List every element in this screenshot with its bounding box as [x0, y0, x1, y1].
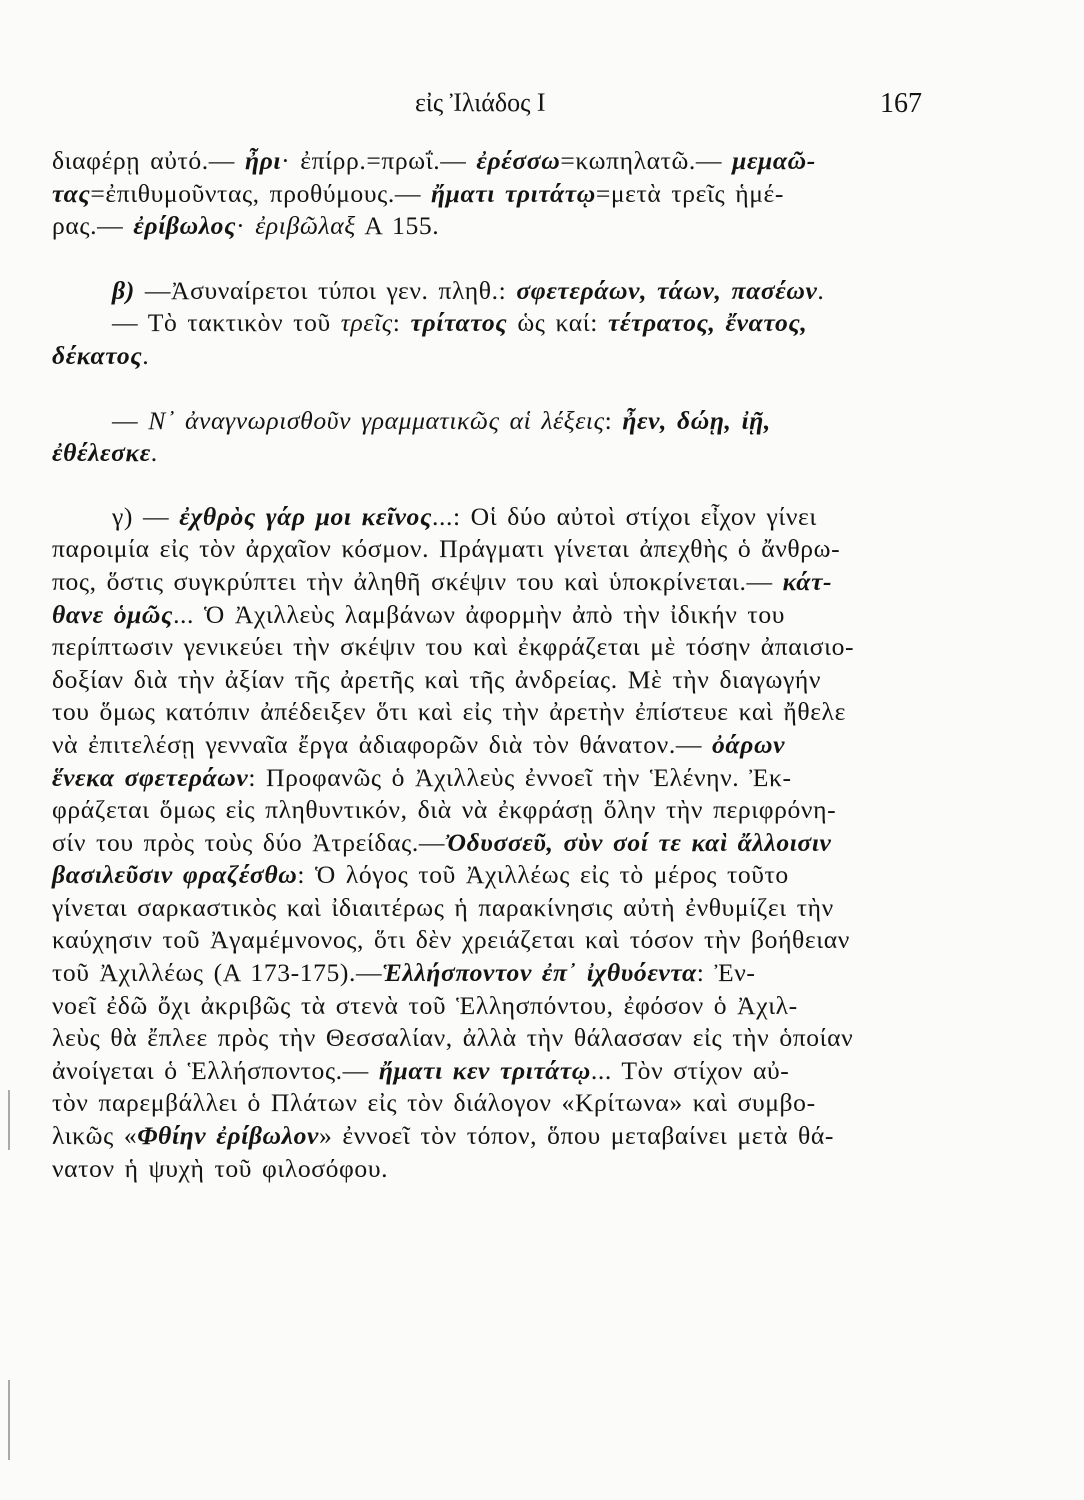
lemma-text: ἤματι κεν τριτάτῳ — [378, 1055, 591, 1085]
text-line — [52, 566, 932, 599]
text-line — [52, 340, 932, 373]
text-line — [52, 696, 932, 729]
paragraph-gamma — [52, 501, 932, 1185]
line-text: του ὅμως κατόπιν ἀπέδειξεν ὅτι καὶ εἰς τὴν ἀρετὴν ἐπίστευε καὶ ἤθελε — [52, 697, 846, 727]
lemma-text: Ἑλλήσποντον ἐπ᾽ ἰχθυόεντα — [382, 958, 697, 988]
text-line — [52, 210, 932, 243]
lemma-text: ὀάρων — [712, 729, 786, 759]
text-line — [52, 1087, 932, 1120]
text-line — [52, 307, 932, 340]
line-text: πος, ὅστις συγκρύπτει τὴν ἀληθῆ σκέψιν του καὶ ὑποκρίνεται.— — [52, 566, 783, 596]
line-text: · — [236, 211, 256, 241]
text-line — [52, 599, 932, 632]
lemma-text: τας — [52, 178, 91, 208]
italic-text: Ν᾽ ἀναγνωρισθοῦν γραμματικῶς αἱ λέξεις — [148, 405, 605, 435]
lemma-text: Ὀδυσσεῦ, σὺν σοί τε καὶ ἄλλοισιν — [445, 827, 832, 857]
text-line — [52, 892, 932, 925]
line-text: — Τὸ τακτικὸν τοῦ — [112, 308, 341, 338]
line-text: περίπτωσιν γενικεύει τὴν σκέψιν του καὶ ἐκφράζεται μὲ τόσην ἀπαισιο- — [52, 632, 855, 662]
text-line — [52, 1022, 932, 1055]
lemma-text: μεμαῶ- — [732, 146, 816, 175]
line-text: νὰ ἐπιτελέσῃ γενναῖα ἔργα ἀδιαφορῶν διὰ τὸν θάνατον.— — [52, 729, 713, 759]
scan-binding-mark — [8, 1090, 10, 1150]
line-text: γ) — — [112, 501, 180, 531]
lemma-text: δέκατος — [52, 340, 143, 370]
line-text: : Ὁ λόγος τοῦ Ἀχιλλέως εἰς τὸ μέρος τοῦτο — [297, 860, 789, 890]
line-text: : — [392, 308, 411, 338]
line-text: ὡς καί: — [507, 308, 608, 338]
text-line — [52, 405, 932, 438]
line-text: : — [604, 405, 623, 435]
line-text: =μετὰ τρεῖς ἡμέ- — [595, 178, 785, 208]
line-text: ρας.— — [52, 211, 134, 241]
line-text: νατον ἡ ψυχὴ τοῦ φιλοσόφου. — [52, 1153, 389, 1183]
lemma-text: βασιλεῦσιν φραζέσθω — [52, 860, 298, 890]
text-line — [52, 924, 932, 957]
text-line — [52, 729, 932, 762]
lemma-text: σφετεράων, τάων, πασέων — [516, 275, 818, 305]
line-text: Α 155. — [355, 211, 440, 241]
line-text: =ἐπιθυμοῦντας, προθύμους.— — [90, 178, 432, 208]
text-line — [52, 1055, 932, 1088]
line-text: . — [817, 275, 825, 305]
text-line — [52, 990, 932, 1023]
line-text: τοῦ Ἀχιλλέως (Α 173-175).— — [52, 958, 383, 988]
lemma-text: ἦρι — [244, 146, 282, 175]
line-text: παροιμία εἰς τὸν ἀρχαῖον κόσμον. Πράγματι γίνεται ἀπεχθὴς ὁ ἄνθρω- — [52, 534, 841, 564]
text-line — [52, 178, 932, 211]
line-text: ...: Οἱ δύο αὐτοὶ στίχοι εἶχον γίνει — [431, 501, 817, 531]
line-text: δοξίαν διὰ τὴν ἀξίαν τῆς ἀρετῆς καὶ τῆς ἀνδρείας. Μὲ τὴν διαγωγήν — [52, 664, 822, 694]
text-line — [52, 762, 932, 795]
lemma-text: ἐρίβωλος — [133, 211, 237, 241]
line-text: φράζεται ὅμως εἰς πληθυντικόν, διὰ νὰ ἐκφράσῃ ὅλην τὴν περιφρόνη- — [52, 795, 837, 825]
paragraph-exercise — [52, 405, 932, 470]
line-text: λεὺς θὰ ἔπλεε πρὸς τὴν Θεσσαλίαν, ἀλλὰ τὴν θάλασσαν εἰς τὴν ὁποίαν — [52, 1023, 854, 1053]
lemma-text: ἐρέσσω — [476, 146, 561, 175]
line-text: : Προφανῶς ὁ Ἀχιλλεὺς ἐννοεῖ τὴν Ἑλένην. Ἐκ- — [248, 762, 792, 792]
text-line — [52, 1120, 932, 1153]
line-text: καύχησιν τοῦ Ἀγαμέμνονος, ὅτι δὲν χρειάζεται καὶ τόσον τὴν βοήθειαν — [52, 925, 850, 955]
page-header — [0, 88, 1084, 128]
line-text: » ἐννοεῖ τὸν τόπον, ὅπου μεταβαίνει μετὰ θά- — [319, 1121, 834, 1151]
text-line — [52, 664, 932, 697]
text-line — [52, 1153, 932, 1186]
line-text: τὸν παρεμβάλλει ὁ Πλάτων εἰς τὸν διάλογον «Κρίτωνα» καὶ συμβο- — [52, 1088, 816, 1118]
text-line — [52, 501, 932, 534]
text-line — [52, 437, 932, 470]
italic-text: τρεῖς — [340, 308, 393, 338]
text-line — [52, 631, 932, 664]
line-text: ... Ὁ Ἀχιλλεὺς λαμβάνων ἀφορμὴν ἀπὸ τὴν ἰδικήν του — [173, 599, 785, 629]
line-text: σίν του πρὸς τοὺς δύο Ἀτρείδας.— — [52, 827, 446, 857]
lemma-text: ἤματι τριτάτῳ — [431, 178, 596, 208]
lemma-text: ἦεν, δώῃ, ἰῇ, — [622, 405, 771, 435]
running-head: εἰς Ἰλιάδος Ι — [415, 88, 546, 117]
line-text: —Ἀσυναίρετοι τύποι γεν. πληθ.: — [134, 275, 517, 305]
line-text: γίνεται σαρκαστικὸς καὶ ἰδιαιτέρως ἡ παρακίνησις αὐτὴ ἐνθυμίζει τὴν — [52, 892, 834, 922]
lemma-text: ἐχθρὸς γάρ μοι κεῖνος — [179, 501, 432, 531]
line-text: νοεῖ ἐδῶ ὄχι ἀκριβῶς τὰ στενὰ τοῦ Ἑλλησπόντου, ἐφόσον ὁ Ἀχιλ- — [52, 990, 798, 1020]
scan-binding-mark — [8, 1380, 10, 1460]
text-line — [52, 145, 932, 178]
italic-text: ἐριβῶλαξ — [255, 211, 356, 241]
text-line — [52, 794, 932, 827]
line-text: : Ἐν- — [696, 958, 756, 988]
line-text: διαφέρῃ αὐτό.— — [52, 146, 245, 175]
text-line — [52, 859, 932, 892]
text-line — [52, 275, 932, 308]
lemma-text: θανε ὁμῶς — [52, 599, 174, 629]
line-text: . — [150, 438, 158, 468]
lemma-text: β) — [112, 275, 135, 305]
line-text: =κωπηλατῶ.— — [560, 146, 733, 175]
paragraph-beta — [52, 275, 932, 373]
lemma-text: ἕνεκα σφετεράων — [52, 762, 249, 792]
line-text: ἀνοίγεται ὁ Ἑλλήσποντος.— — [52, 1055, 379, 1085]
line-text: ... Τὸν στίχον αὐ- — [590, 1055, 790, 1085]
line-text: — — [112, 405, 149, 435]
lemma-text: Φθίην ἐρίβωλον — [137, 1121, 319, 1151]
lemma-text: τέτρατος, ἔνατος, — [607, 308, 808, 338]
lemma-text: τρίτατος — [410, 308, 508, 338]
line-text: · ἐπίρρ.=πρωΐ.— — [281, 146, 477, 175]
lemma-text: ἐθέλεσκε — [52, 438, 151, 468]
page-number: 167 — [880, 88, 922, 119]
commentary-text — [52, 145, 932, 1185]
lemma-text: κάτ- — [782, 566, 833, 596]
paragraph-glosses — [52, 145, 932, 243]
text-line — [52, 827, 932, 860]
text-line — [52, 957, 932, 990]
line-text: λικῶς « — [52, 1121, 138, 1151]
text-line — [52, 533, 932, 566]
line-text: . — [142, 340, 150, 370]
